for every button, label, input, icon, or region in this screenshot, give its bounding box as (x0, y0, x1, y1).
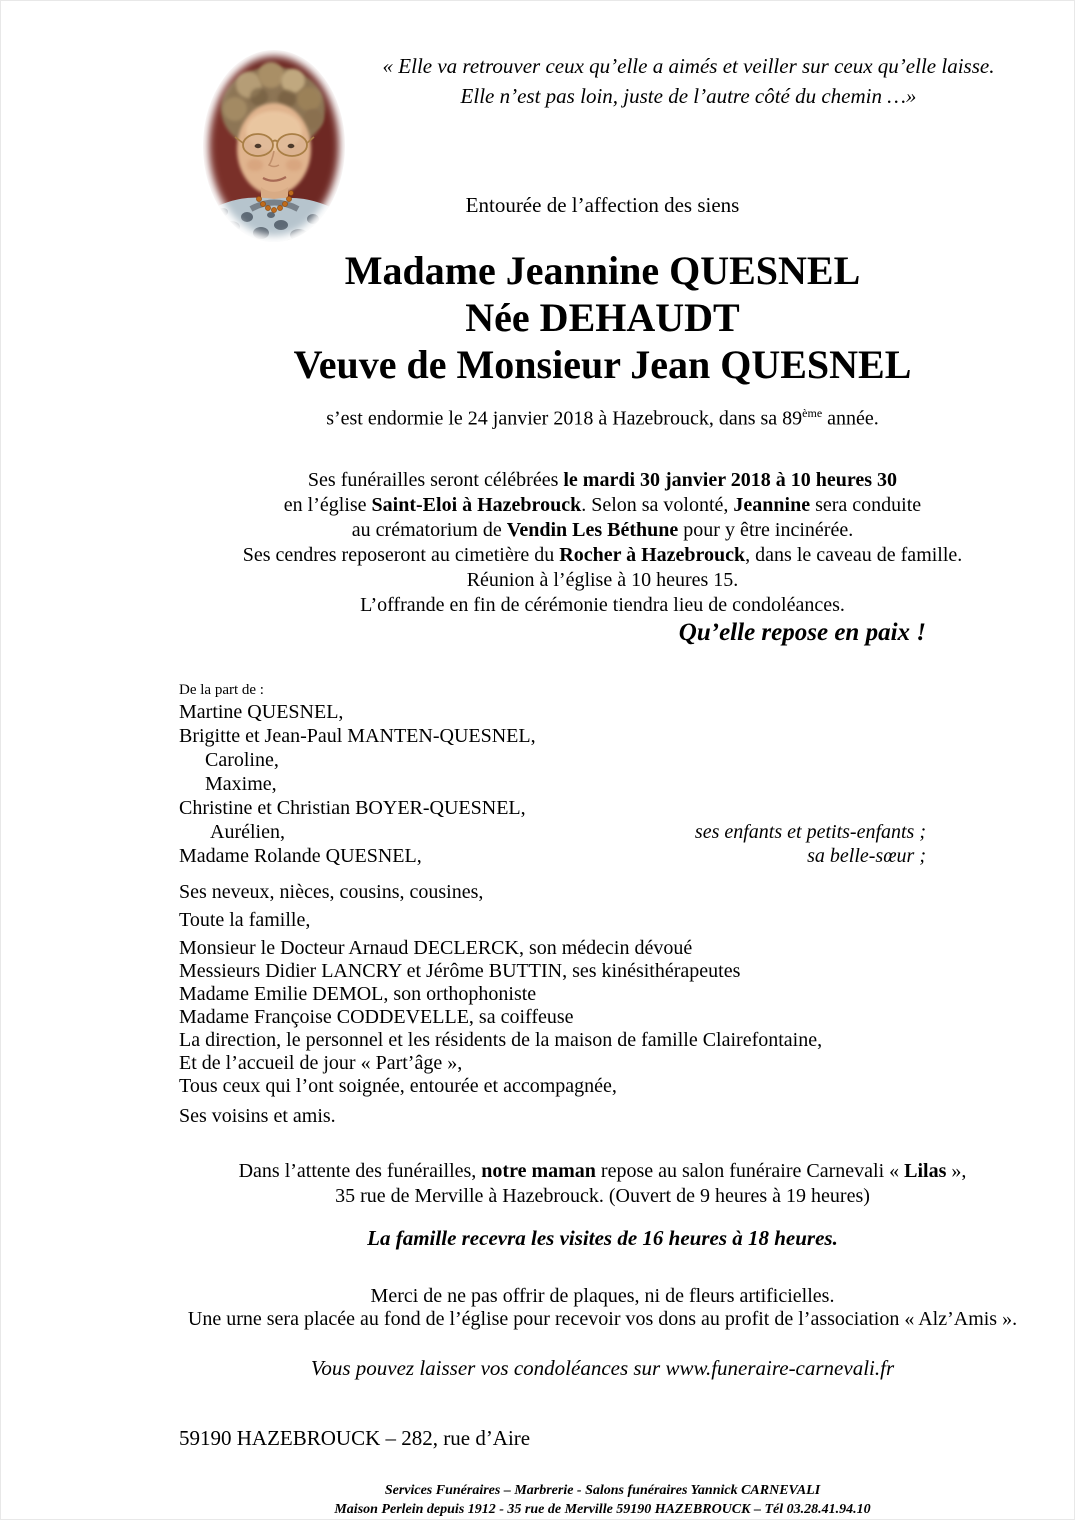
funeral-details (179, 468, 1026, 618)
family-row (179, 796, 1026, 820)
relatives-line: Ses neveux, nièces, cousins, cousines, (179, 880, 484, 903)
family-row (179, 724, 1026, 748)
footer-line-1: Services Funéraires – Marbrerie - Salons funéraires Yannick CARNEVALI (384, 1482, 821, 1498)
from-label: De la part de : (179, 681, 264, 698)
funeral-line: Ses cendres reposeront au cimetière du Rocher à Hazebrouck, dans le caveau de famille. (242, 543, 963, 566)
family-member-name: Aurélien, (210, 820, 285, 843)
donation-request (179, 1285, 1026, 1331)
caregiver-line: Messieurs Didier LANCRY et Jérôme BUTTIN, ses kinésithérapeutes (179, 959, 741, 982)
family-member-name: Caroline, (205, 748, 279, 771)
footer (179, 1481, 1026, 1519)
funeral-line: Réunion à l’église à 10 heures 15. (466, 568, 739, 591)
title-line-3: Veuve de Monsieur Jean QUESNEL (293, 342, 912, 387)
family-member-name: Madame Rolande QUESNEL, (179, 844, 422, 867)
family-member-name: Martine QUESNEL, (179, 700, 344, 723)
family-row (179, 700, 1026, 724)
caregiver-line: La direction, le personnel et les résidents de la maison de famille Clairefontaine, (179, 1028, 823, 1051)
death-announcement: s’est endormie le 24 janvier 2018 à Hazebrouck, dans sa 89ème année. (326, 406, 879, 430)
intro-line: Entourée de l’affection des siens (465, 193, 740, 217)
funeral-line: Ses funérailles seront célébrées le mardi 30 janvier 2018 à 10 heures 30 (307, 468, 898, 491)
family-row (179, 772, 1026, 796)
quote-line-2: Elle n’est pas loin, juste de l’autre côté du chemin …» (460, 84, 917, 108)
funeral-line: au crématorium de Vendin Les Béthune pour y être incinérée. (351, 518, 854, 541)
funeral-home-address: 59190 HAZEBROUCK – 282, rue d’Aire (179, 1425, 531, 1450)
repose-location-line-1: Dans l’attente des funérailles, notre maman repose au salon funéraire Carnevali « Lilas », (238, 1159, 967, 1182)
footer-line-2: Maison Perlein depuis 1912 - 35 rue de Merville 59190 HAZEBROUCK – Tél 03.28.41.94.10 (334, 1501, 871, 1517)
family-member-name: Brigitte et Jean-Paul MANTEN-QUESNEL, (179, 724, 536, 747)
caregivers-list (179, 937, 1026, 1098)
announcement-content (179, 1, 1026, 1519)
whole-family-line: Toute la famille, (179, 908, 311, 931)
family-member-name: Maxime, (205, 772, 277, 795)
title-line-2: Née DEHAUDT (465, 295, 740, 340)
caregiver-line: Madame Emilie DEMOL, son orthophoniste (179, 982, 537, 1005)
funeral-line: en l’église Saint-Eloi à Hazebrouck. Selon sa volonté, Jeannine sera conduite (283, 493, 922, 516)
family-row (179, 748, 1026, 772)
caregiver-line: Tous ceux qui l’ont soignée, entourée et accompagnée, (179, 1074, 617, 1097)
repose-location-line-2: 35 rue de Merville à Hazebrouck. (Ouvert de 9 heures à 19 heures) (335, 1184, 870, 1207)
rest-in-peace-line: Qu’elle repose en paix ! (678, 618, 926, 646)
family-row (179, 820, 1026, 844)
repose-location (179, 1159, 1026, 1209)
neighbors-line: Ses voisins et amis. (179, 1104, 336, 1127)
family-row (179, 844, 1026, 868)
caregiver-line: Madame Françoise CODDEVELLE, sa coiffeuse (179, 1005, 574, 1028)
deceased-name-title (179, 247, 1026, 388)
caregiver-line: Et de l’accueil de jour « Part’âge », (179, 1051, 463, 1074)
visiting-hours: La famille recevra les visites de 16 heures à 18 heures. (367, 1225, 838, 1250)
caregiver-line: Monsieur le Docteur Arnaud DECLERCK, son médecin dévoué (179, 936, 693, 959)
donation-line-2: Une urne sera placée au fond de l’église pour recevoir vos dons au profit de l’association « Alz’Amis ». (187, 1307, 1018, 1330)
quote-line-1: « Elle va retrouver ceux qu’elle a aimés et veiller sur ceux qu’elle laisse. (382, 54, 995, 78)
family-section (179, 680, 1026, 868)
family-relation-note: ses enfants et petits-enfants ; (694, 820, 926, 843)
family-member-name: Christine et Christian BOYER-QUESNEL, (179, 796, 526, 819)
family-relation-note: sa belle-sœur ; (807, 844, 926, 867)
condolences-website-line: Vous pouvez laisser vos condoléances sur www.funeraire-carnevali.fr (310, 1355, 895, 1380)
funeral-line: L’offrande en fin de cérémonie tiendra lieu de condoléances. (360, 593, 845, 616)
donation-line-1: Merci de ne pas offrir de plaques, ni de fleurs artificielles. (370, 1284, 835, 1307)
title-line-1: Madame Jeannine QUESNEL (344, 248, 861, 293)
